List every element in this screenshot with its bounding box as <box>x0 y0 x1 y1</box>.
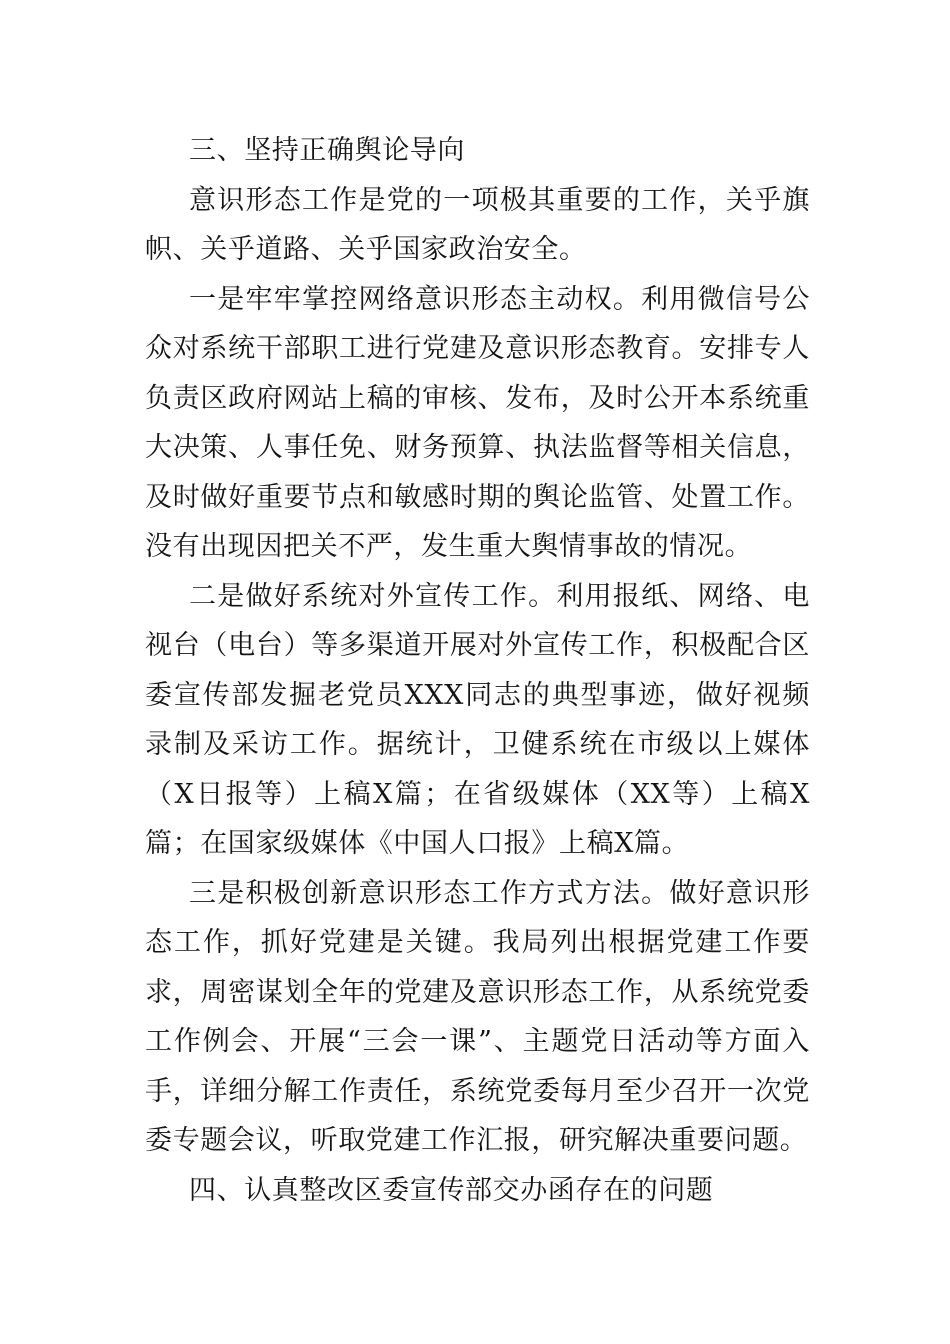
section-heading-4: 四、认真整改区委宣传部交办函存在的问题 <box>189 1174 714 1206</box>
section-heading-3: 三、坚持正确舆论导向 <box>189 135 465 166</box>
paragraph-point-2: 二是做好系统对外宣传工作。利用报纸、网络、电视台（电台）等多渠道开展对外宣传工作，积极配合区委宣传部发掘老党员XXX同志的典型事迹，做好视频录制及采访工作。据统计，卫健系统在市级以上媒体（X日报等）上稿X篇；在省级媒体（XX等）上稿X篇；在国家级媒体《中国人口报》上稿X篇。 <box>145 580 810 859</box>
document-body <box>145 126 810 1215</box>
paragraph-point-1: 一是牢牢掌控网络意识形态主动权。利用微信号公众对系统干部职工进行党建及意识形态教育。安排专人负责区政府网站上稿的审核、发布，及时公开本系统重大决策、人事任免、财务预算、执法监督等相关信息，及时做好重要节点和敏感时期的舆论监管、处置工作。没有出现因把关不严，发生重大舆情事故的情况。 <box>145 283 810 562</box>
paragraph-intro: 意识形态工作是党的一项极其重要的工作，关乎旗帜、关乎道路、关乎国家政治安全。 <box>145 184 810 265</box>
paragraph-point-3: 三是积极创新意识形态工作方式方法。做好意识形态工作，抓好党建是关键。我局列出根据党建工作要求，周密谋划全年的党建及意识形态工作，从系统党委工作例会、开展“三会一课”、主题党日活动等方面入手，详细分解工作责任，系统党委每月至少召开一次党委专题会议，听取党建工作汇报，研究解决重要问题。 <box>145 877 810 1156</box>
